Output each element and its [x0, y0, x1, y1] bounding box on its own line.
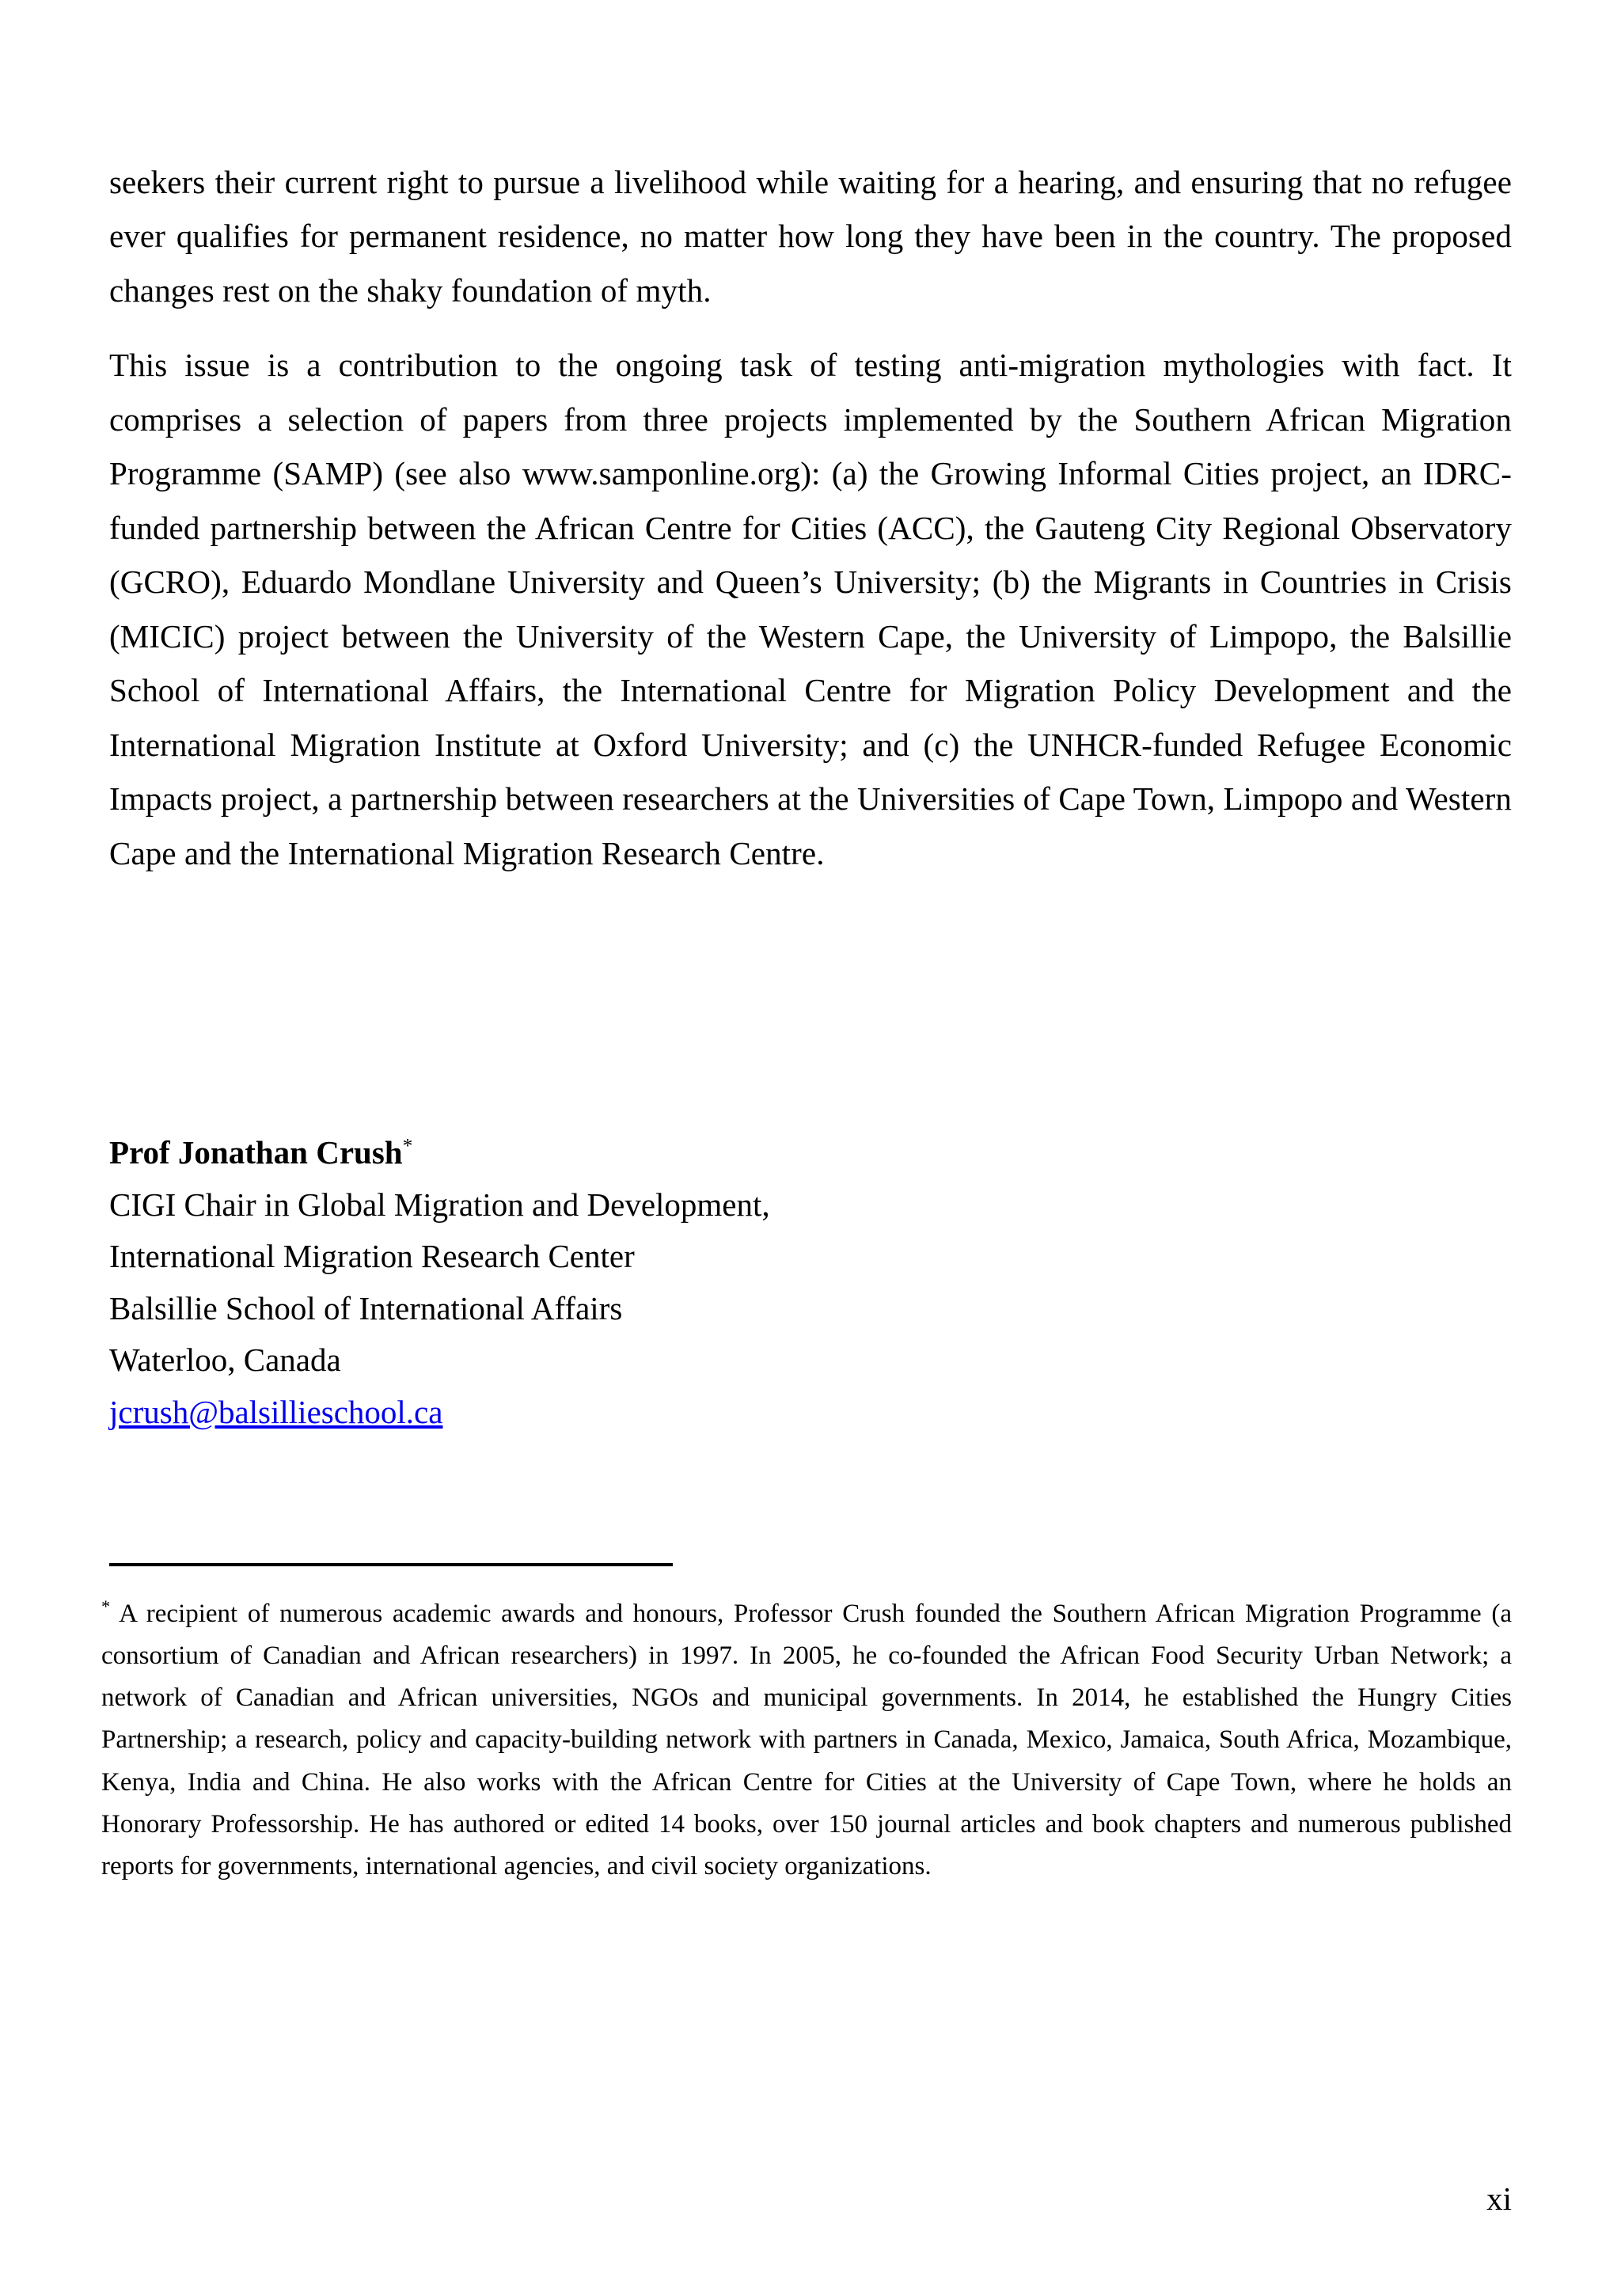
author-email-link[interactable]: jcrush@balsillieschool.ca	[109, 1393, 443, 1430]
affiliation-line-3: Balsillie School of International Affairs	[109, 1289, 623, 1326]
author-name: Prof Jonathan Crush	[109, 1134, 403, 1171]
body-paragraph-1: seekers their current right to pursue a livelihood while waiting for a hearing, and ensuring that no refugee ever qualifies for permanent residence, no matter how long they have been in the country. The proposed changes rest on the shaky foundation of myth.	[109, 164, 1512, 309]
affiliation-line-4: Waterloo, Canada	[109, 1342, 341, 1379]
footnote-separator-rule	[109, 1563, 673, 1566]
body-paragraph-2: This issue is a contribution to the ongoing task of testing anti-migration mythologies with fact. It comprises a selection of papers from three projects implemented by the Southern African Migration Programme (SAMP) (see also www.samponline.org): (a) the Growing Informal Cities project, an IDRC-funded partnership between the African Centre for Cities (ACC), the Gauteng City Regional Observatory (GCRO), Eduardo Mondlane University and Queen’s University; (b) the Migrants in Countries in Crisis (MICIC) project between the University of the Western Cape, the University of Limpopo, the Balsillie School of International Affairs, the International Centre for Migration Policy Development and the International Migration Institute at Oxford University; and (c) the UNHCR-funded Refugee Economic Impacts project, a partnership between researchers at the Universities of Cape Town, Limpopo and Western Cape and the International Migration Research Centre.	[109, 347, 1512, 871]
affiliation-line-1: CIGI Chair in Global Migration and Development,	[109, 1186, 770, 1223]
footnote-paragraph	[101, 1593, 1512, 1888]
author-email-line	[109, 1387, 1138, 1439]
footnote-body-text: A recipient of numerous academic awards and honours, Professor Crush founded the Southern African Migration Programme (a consortium of Canadian and African researchers) in 1997. In 2005, he co-founded the African Food Security Urban Network; a network of Canadian and African universities, NGOs and municipal governments. In 2014, he established the Hungry Cities Partnership; a research, policy and capacity-building network with partners in Canada, Mexico, Jamaica, South Africa, Mozambique, Kenya, India and China. He also works with the African Centre for Cities at the University of Cape Town, where he holds an Honorary Professorship. He has authored or edited 14 books, over 150 journal articles and book chapters and numerous published reports for governments, international agencies, and civil society organizations.	[101, 1600, 1512, 1880]
footnote-star-marker: *	[101, 1596, 111, 1616]
affiliation-line-2: International Migration Research Center	[109, 1238, 635, 1275]
footnote-section	[101, 1563, 1512, 1888]
footnote-marker-superscript: *	[402, 1134, 413, 1157]
author-name-line	[109, 1127, 1138, 1179]
page-number: xi	[1486, 2180, 1512, 2217]
page-body-content	[109, 155, 1512, 880]
signature-block	[109, 1127, 1138, 1439]
